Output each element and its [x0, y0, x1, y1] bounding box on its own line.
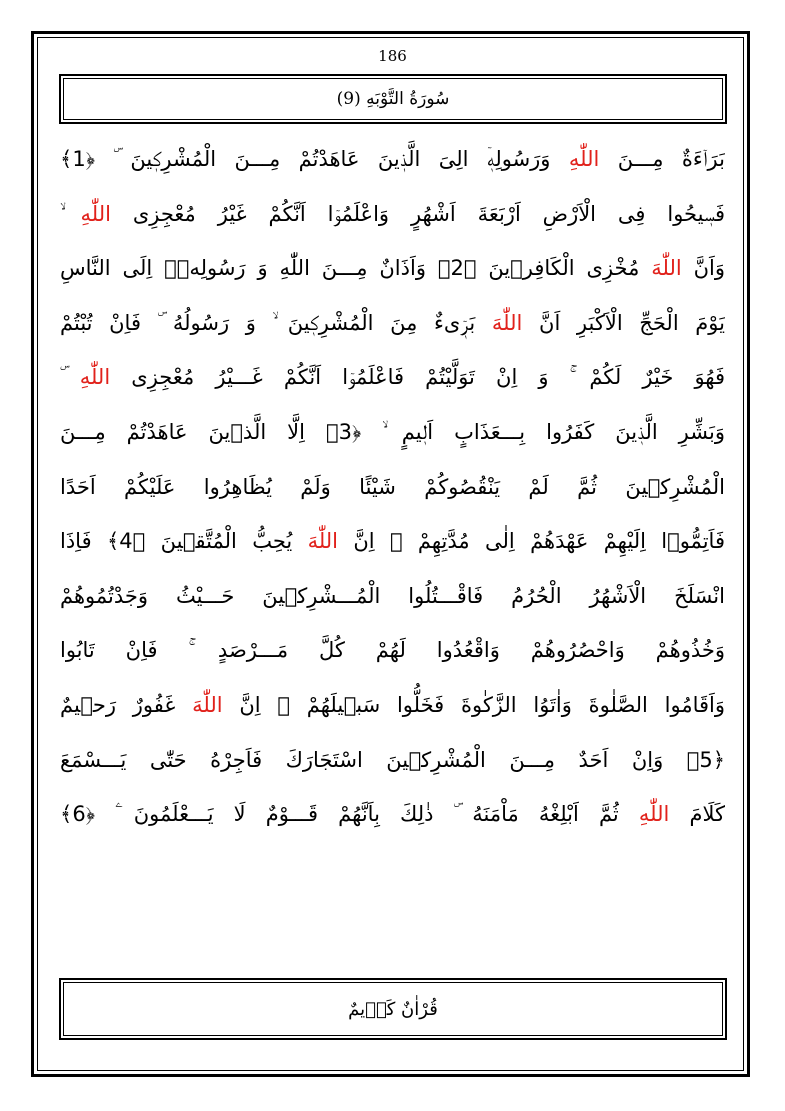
divine-name: اللّٰهِ [568, 147, 600, 171]
divine-name: اللّٰهِ [79, 365, 111, 390]
verse-text: مُخْزِى الْكَافِرٖينَ ﴿2﴾ وَاَذَانٌ مِـــنَ اللّٰهِ وَ رَسُولِهٖۤ اِلَى النَّاسِ [60, 256, 640, 281]
verse-text: ثُمَّ اَبْلِغْهُ مَاْمَنَهُ ۜ ذٰلِكَ بِاَنَّهُمْ قَـــوْمٌ لَا يَـــعْلَمُونَ ۧ ﴿6﴾ [60, 802, 619, 827]
verse-line [60, 296, 725, 351]
verse-text: وَخُذُوهُمْ وَاحْصُرُوهُمْ وَاقْعُدُوا لَهُمْ كُلَّ مَـــرْصَدٍ ۚ فَاِنْ تَابُوا [60, 638, 725, 663]
verse-line [60, 733, 725, 788]
divine-name: اللّٰهَ [651, 256, 682, 281]
divine-name: اللّٰهِ [638, 802, 670, 827]
verse-text: يَوْمَ الْحَجِّ الْاَكْبَرِ اَنَّ [539, 310, 725, 335]
verse-text: بَرَاۤءَةٌ مِـــنَ [617, 147, 725, 171]
verse-text: وَاَنَّ [693, 256, 725, 281]
verse-text: ﴿5﴾ وَاِنْ اَحَدٌ مِـــنَ الْمُشْرِكٖينَ اسْتَجَارَكَ فَاَجِرْهُ حَتّٰى يَـــسْمَعَ [60, 747, 725, 772]
divine-name: اللّٰهَ [491, 310, 523, 335]
surah-header-box [59, 74, 727, 124]
divine-name: اللّٰهَ [192, 692, 223, 717]
verse-text: وَاَقَامُوا الصَّلٰوةَ وَاٰتَوُا الزَّكٰوةَ فَخَلُّوا سَبٖيلَهُمْ ۜ اِنَّ [239, 692, 725, 717]
verse-text: فَسٖيحُوا فِى الْاَرْضِ اَرْبَعَةَ اَشْهُرٍ وَاعْلَمُوۤا اَنَّكُمْ غَيْرُ مُعْجِزِى [132, 201, 725, 226]
verse-text: بَرٖۤیءٌ مِنَ الْمُشْرِكٖينَ ۙ وَ رَسُولُهُ ۜ فَاِنْ تُبْتُمْ [60, 310, 476, 335]
verse-text: فَاَتِمُّوۤا اِلَيْهِمْ عَهْدَهُمْ اِلٰى مُدَّتِهِمْ ۜ اِنَّ [353, 529, 725, 554]
verse-body [60, 132, 725, 842]
verse-line [60, 241, 725, 296]
verse-line [60, 187, 725, 242]
verse-line [60, 787, 725, 842]
page-number: 186 [378, 47, 407, 65]
divine-name: اللّٰهَ [307, 529, 339, 554]
verse-line [60, 514, 725, 569]
verse-text: الْمُشْرِكٖينَ ثُمَّ لَمْ يَنْقُصُوكُمْ شَيْئًا وَلَمْ يُظَاهِرُوا عَلَيْكُمْ اَحَدًا [60, 474, 725, 499]
verse-line [60, 569, 725, 624]
verse-text: كَلَامَ [689, 802, 725, 827]
verse-line [60, 132, 725, 187]
verse-line [60, 405, 725, 460]
verse-line [60, 678, 725, 733]
verse-line [60, 460, 725, 515]
verse-text: وَبَشِّرِ الَّذٖينَ كَفَرُوا بِـــعَذَابٍ اَلٖيمٍ ۙ ﴿3﴾ اِلَّا الَّذٖينَ عَاهَدْتُمْ مِـــنَ [60, 419, 725, 444]
verse-text: غَفُورٌ رَحٖيمٌ [60, 692, 176, 717]
surah-title: سُورَةُ التَّوْبَهِ (9) [336, 89, 450, 109]
verse-text: وَرَسُولِهٖۤ الِىَ الَّذٖينَ عَاهَدْتُمْ مِـــنَ الْمُشْرِكٖينَ ۜ ﴿1﴾ [60, 147, 551, 171]
verse-text: يُحِبُّ الْمُتَّقٖينَ ﴿4﴾ فَاِذَا [60, 529, 293, 554]
footer-box [59, 978, 727, 1040]
verse-line [60, 350, 725, 405]
verse-line [60, 623, 725, 678]
footer-text: قُرْاٰنٌ كَرٖيمٌ [348, 998, 438, 1020]
verse-text: انْسَلَخَ الْاَشْهُرُ الْحُرُمُ فَاقْـــتُلُوا الْمُـــشْرِكٖينَ حَـــيْثُ وَجَدْتُمُوهُمْ [60, 583, 725, 608]
verse-text: فَهُوَ خَيْرٌ لَكُمْ ۚ وَ اِنْ تَوَلَّيْتُمْ فَاعْلَمُوۤا اَنَّكُمْ غَـــيْرُ مُعْجِزِى [131, 365, 725, 390]
divine-name: اللّٰهِ [80, 201, 111, 226]
